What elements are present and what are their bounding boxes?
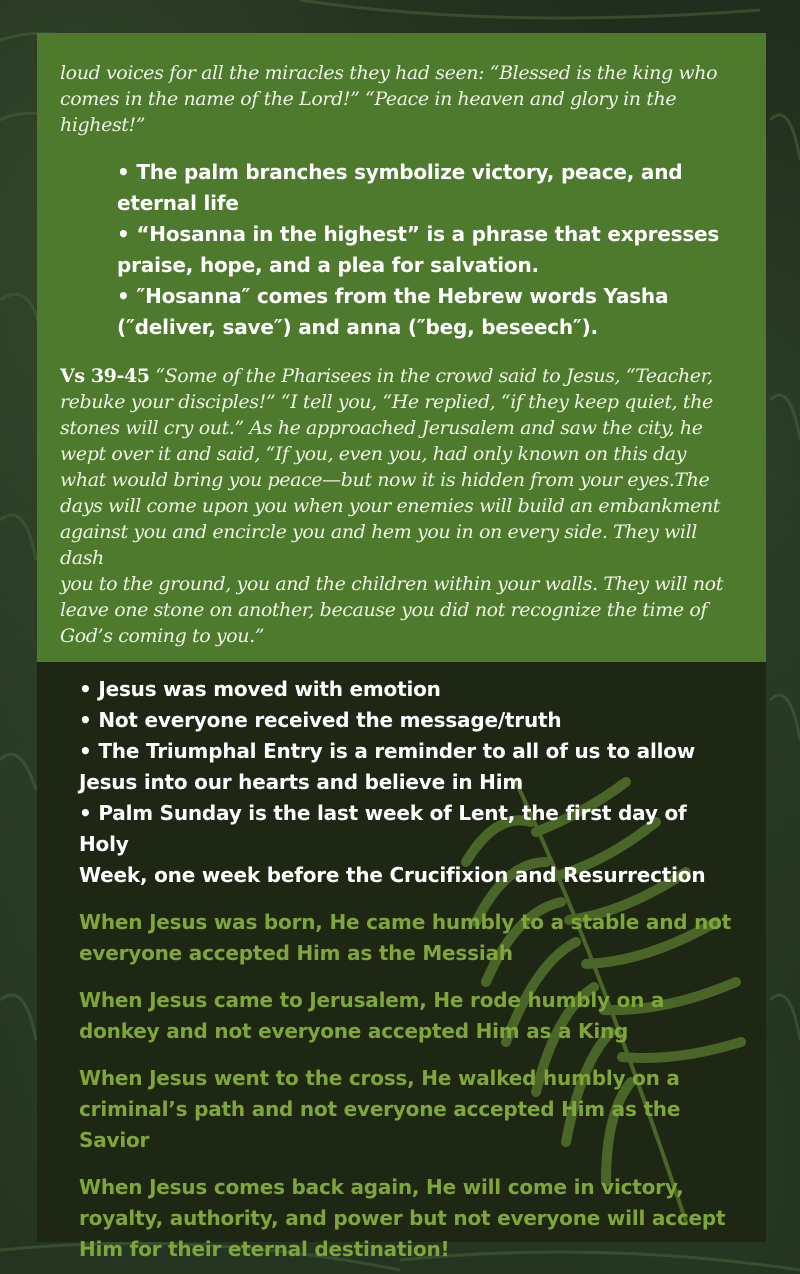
list-item: • The palm branches symbolize victory, peace, and: [117, 160, 683, 184]
reflection-points: [79, 674, 736, 891]
intro-verse: [60, 60, 746, 138]
list-item: • Not everyone received the message/truth: [79, 708, 562, 732]
verse-reference: Vs 39-45: [60, 365, 150, 387]
humble-line: Him for their eternal destination!: [79, 1237, 450, 1261]
passage-line: you to the ground, you and the children within your walls. They will not: [60, 573, 723, 595]
passage-line: [60, 363, 746, 389]
passage-text: “Some of the Pharisees in the crowd said to Jesus, “Teacher,: [149, 365, 713, 387]
passage-line: what would bring you peace—but now it is hidden from your eyes.The: [60, 469, 710, 491]
humble-paragraph: [79, 1063, 736, 1156]
list-item: • The Triumphal Entry is a reminder to all of us to allow: [79, 739, 696, 763]
passage-line: leave one stone on another, because you did not recognize the time of: [60, 599, 707, 621]
passage-line: wept over it and said, “If you, even you, had only known on this day: [60, 443, 687, 465]
intro-line: loud voices for all the miracles they had seen: “Blessed is the king who: [60, 62, 718, 84]
passage-line: stones will cry out.” As he approached Jerusalem and saw the city, he: [60, 417, 703, 439]
list-item: • Palm Sunday is the last week of Lent, the first day of Holy: [79, 801, 687, 856]
humble-line: criminal’s path and not everyone accepted Him as the: [79, 1097, 681, 1121]
list-item: • ″Hosanna″ comes from the Hebrew words Yasha: [117, 284, 669, 308]
humble-line: Savior: [79, 1128, 150, 1152]
list-item: • “Hosanna in the highest” is a phrase that expresses: [117, 222, 720, 246]
list-item: Week, one week before the Crucifixion and Resurrection: [79, 863, 706, 887]
humble-line: When Jesus comes back again, He will come in victory,: [79, 1175, 684, 1199]
humble-line: When Jesus went to the cross, He walked humbly on a: [79, 1066, 680, 1090]
humble-paragraph: [79, 907, 736, 969]
intro-line: comes in the name of the Lord!” “Peace in heaven and glory in the highest!”: [60, 88, 677, 136]
passage-verse: [60, 363, 746, 649]
humble-paragraph: [79, 1172, 736, 1265]
humble-paragraph: [79, 985, 736, 1047]
humble-line: royalty, authority, and power but not everyone will accept: [79, 1206, 726, 1230]
passage-line: days will come upon you when your enemies will build an embankment: [60, 495, 721, 517]
list-item: eternal life: [117, 191, 239, 215]
list-item: Jesus into our hearts and believe in Him: [79, 770, 523, 794]
passage-line: against you and encircle you and hem you in on every side. They will dash: [60, 521, 697, 569]
list-item: (″deliver, save″) and anna (″beg, beseech″).: [117, 315, 598, 339]
list-item: • Jesus was moved with emotion: [79, 677, 441, 701]
passage-line: God’s coming to you.”: [60, 625, 265, 647]
humble-line: When Jesus was born, He came humbly to a stable and not: [79, 910, 732, 934]
passage-line: rebuke your disciples!” “I tell you, “He replied, “if they keep quiet, the: [60, 391, 713, 413]
list-item: praise, hope, and a plea for salvation.: [117, 253, 539, 277]
palm-branch-points: [117, 157, 746, 343]
humble-line: When Jesus came to Jerusalem, He rode humbly on a: [79, 988, 665, 1012]
reflection-panel: [37, 662, 766, 1261]
humble-line: everyone accepted Him as the Messiah: [79, 941, 513, 965]
humble-line: donkey and not everyone accepted Him as a King: [79, 1019, 629, 1043]
scripture-panel: [37, 33, 766, 662]
